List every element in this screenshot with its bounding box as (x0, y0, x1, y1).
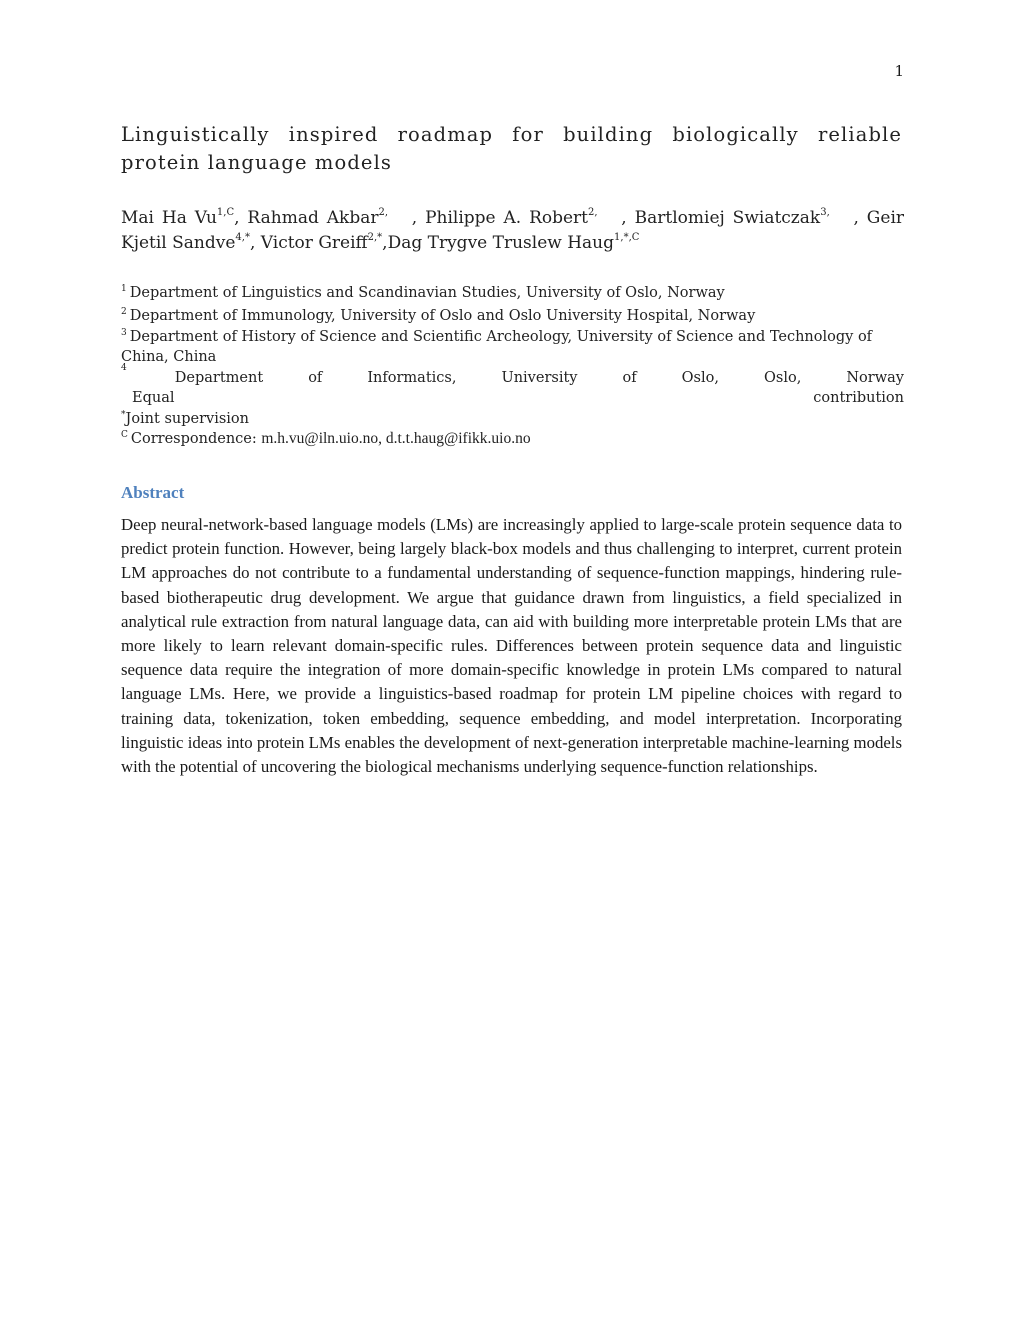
affiliation-text: Department of History of Science and Scientific Archeology, University of Science and Technology of China, China (121, 329, 873, 365)
affiliation-1 (121, 283, 904, 303)
affiliation-4 (121, 363, 904, 408)
affiliation-word: Informatics, (367, 370, 457, 386)
affiliation-mark: 3 (121, 328, 127, 338)
affiliation-word: Department (174, 370, 264, 386)
affiliation-word: of (622, 370, 637, 386)
author: Geir Kjetil Sandve$^{4,*}$, (121, 208, 905, 253)
joint-supervision-note (121, 409, 904, 429)
affiliation-word: of (308, 370, 323, 386)
abstract-heading: Abstract (121, 483, 185, 502)
affiliation-text: Department of Linguistics and Scandinavian Studies, University of Oslo, Norway (129, 285, 725, 301)
author: Victor Greiff$^{2,*}$, (260, 232, 388, 253)
affiliation-mark: 4 (121, 363, 127, 373)
affiliation-mark: C (121, 430, 128, 440)
equal-contribution-label: Equal (132, 390, 175, 406)
equal-contribution-label: contribution (813, 390, 904, 406)
affiliation-word: Oslo, (681, 370, 719, 386)
correspondence-note (121, 429, 904, 449)
author: Rahmad Akbar$^{2,}$ , (247, 207, 426, 228)
author: Philippe A. Robert$^{2,}$ , (425, 207, 635, 228)
affiliation-word: Oslo, (764, 370, 802, 386)
affiliation-text: Department of Immunology, University of Oslo and Oslo University Hospital, Norway (129, 308, 756, 324)
affiliation-word: University (501, 370, 578, 386)
abstract-body: Deep neural-network-based language models (LMs) are increasingly applied to large-scale protein sequence data to predict protein function. However, being largely black-box models and thus challenging to interpret, current protein LM approaches do not contribute to a fundamental understanding of sequence-function mappings, hindering rule-based biotherapeutic drug development. We argue that guidance drawn from linguistics, a field specialized in analytical rule extraction from natural language data, can aid with building more interpretable protein LMs that are more likely to learn relevant domain-specific rules. Differences between protein sequence data and linguistic sequence data require the integration of more domain-specific knowledge in protein LMs compared to natural language LMs. Here, we provide a linguistics-based roadmap for protein LM pipeline choices with regard to training data, tokenization, token embedding, sequence embedding, and model interpretation. Incorporating linguistic ideas into protein LMs enables the development of next-generation interpretable machine-learning models with the potential of uncovering the biological mechanisms underlying sequence-function relationships. (121, 515, 902, 777)
affiliation-2 (121, 306, 904, 326)
correspondence-emails[interactable]: m.h.vu@iln.uio.no, d.t.t.haug@ifikk.uio.no (261, 430, 531, 447)
affiliation-word: Norway (846, 370, 904, 386)
affiliation-mark: 1 (121, 284, 127, 294)
author: Bartlomiej Swiatczak$^{3,}$ , (634, 207, 867, 228)
paper-title: Linguistically inspired roadmap for building biologically reliable protein language models (121, 123, 902, 174)
author-list (121, 206, 904, 256)
correspondence-label: Correspondence: (130, 431, 262, 447)
affiliation-mark: 2 (121, 307, 127, 317)
page-number: 1 (894, 62, 904, 80)
affiliation-3 (121, 327, 904, 367)
author: Dag Trygve Truslew Haug$^{1,*,C}$ (387, 232, 640, 253)
affiliation-text: Joint supervision (125, 411, 250, 427)
author: Mai Ha $Vu^{1,C}$, (121, 207, 248, 228)
affiliation-mark: * (121, 410, 126, 420)
